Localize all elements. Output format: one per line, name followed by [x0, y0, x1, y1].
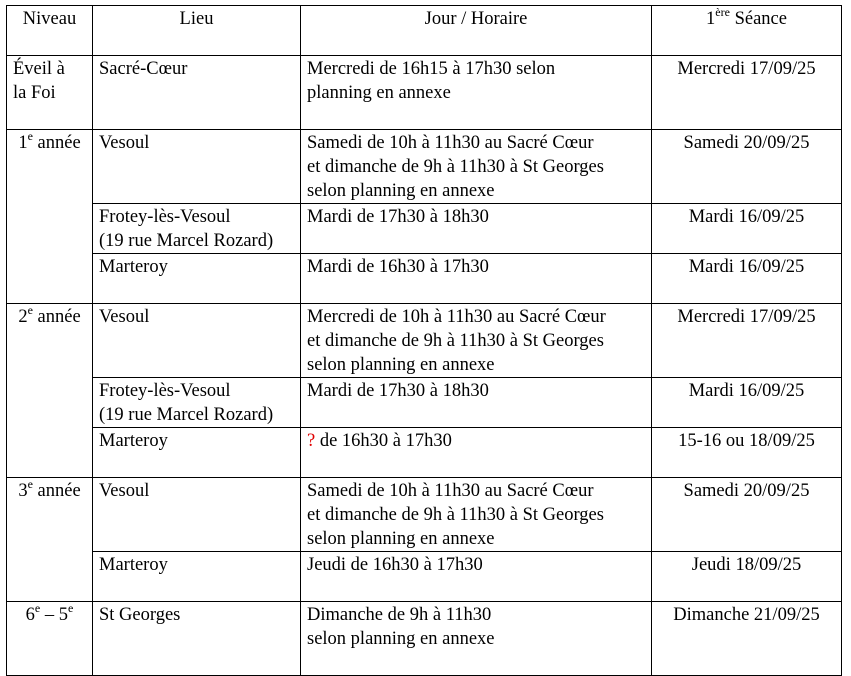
table-row [7, 204, 842, 254]
lieu-cell: Frotey-lès-Vesoul (19 rue Marcel Rozard) [93, 204, 301, 254]
jour-cell: Dimanche de 9h à 11h30 selon planning en annexe [301, 602, 652, 676]
seance-cell: Mercredi 17/09/25 [652, 56, 842, 130]
lieu-cell: Sacré-Cœur [93, 56, 301, 130]
jour-cell: ? de 16h30 à 17h30 [301, 428, 652, 478]
header-jour-horaire: Jour / Horaire [301, 6, 652, 56]
question-mark-flag: ? [307, 431, 316, 451]
jour-cell: Mardi de 17h30 à 18h30 [301, 378, 652, 428]
niveau-6e-5e: 6e – 5e [7, 602, 93, 676]
seance-cell: Mardi 16/09/25 [652, 204, 842, 254]
table-row [7, 304, 842, 378]
lieu-cell: St Georges [93, 602, 301, 676]
lieu-cell: Vesoul [93, 130, 301, 204]
seance-cell: Mardi 16/09/25 [652, 378, 842, 428]
lieu-cell: Marteroy [93, 552, 301, 602]
header-premiere-seance: 1ère Séance [652, 6, 842, 56]
seance-cell: Samedi 20/09/25 [652, 130, 842, 204]
jour-cell: Jeudi de 16h30 à 17h30 [301, 552, 652, 602]
niveau-eveil: Éveil à la Foi [7, 56, 93, 130]
jour-cell: Samedi de 10h à 11h30 au Sacré Cœur et dimanche de 9h à 11h30 à St Georges selon planning en annexe [301, 130, 652, 204]
table-row [7, 552, 842, 602]
table-row [7, 254, 842, 304]
seance-cell: Dimanche 21/09/25 [652, 602, 842, 676]
seance-cell: Mercredi 17/09/25 [652, 304, 842, 378]
niveau-annee-2: 2e année [7, 304, 93, 478]
jour-cell: Mercredi de 10h à 11h30 au Sacré Cœur et dimanche de 9h à 11h30 à St Georges selon planning en annexe [301, 304, 652, 378]
table-row [7, 428, 842, 478]
catechism-schedule-table [6, 5, 842, 676]
seance-cell: Samedi 20/09/25 [652, 478, 842, 552]
jour-cell: Mardi de 16h30 à 17h30 [301, 254, 652, 304]
lieu-cell: Vesoul [93, 478, 301, 552]
lieu-cell: Marteroy [93, 428, 301, 478]
seance-cell: Jeudi 18/09/25 [652, 552, 842, 602]
table-row [7, 602, 842, 676]
jour-cell: Mardi de 17h30 à 18h30 [301, 204, 652, 254]
jour-cell: Mercredi de 16h15 à 17h30 selon planning en annexe [301, 56, 652, 130]
table-row [7, 130, 842, 204]
seance-cell: Mardi 16/09/25 [652, 254, 842, 304]
table-row [7, 378, 842, 428]
lieu-cell: Frotey-lès-Vesoul (19 rue Marcel Rozard) [93, 378, 301, 428]
header-niveau: Niveau [7, 6, 93, 56]
niveau-annee-1: 1e année [7, 130, 93, 304]
lieu-cell: Marteroy [93, 254, 301, 304]
jour-cell: Samedi de 10h à 11h30 au Sacré Cœur et dimanche de 9h à 11h30 à St Georges selon planning en annexe [301, 478, 652, 552]
seance-cell: 15-16 ou 18/09/25 [652, 428, 842, 478]
header-lieu: Lieu [93, 6, 301, 56]
header-row [7, 6, 842, 56]
table-row [7, 478, 842, 552]
niveau-annee-3: 3e année [7, 478, 93, 602]
table-row [7, 56, 842, 130]
lieu-cell: Vesoul [93, 304, 301, 378]
